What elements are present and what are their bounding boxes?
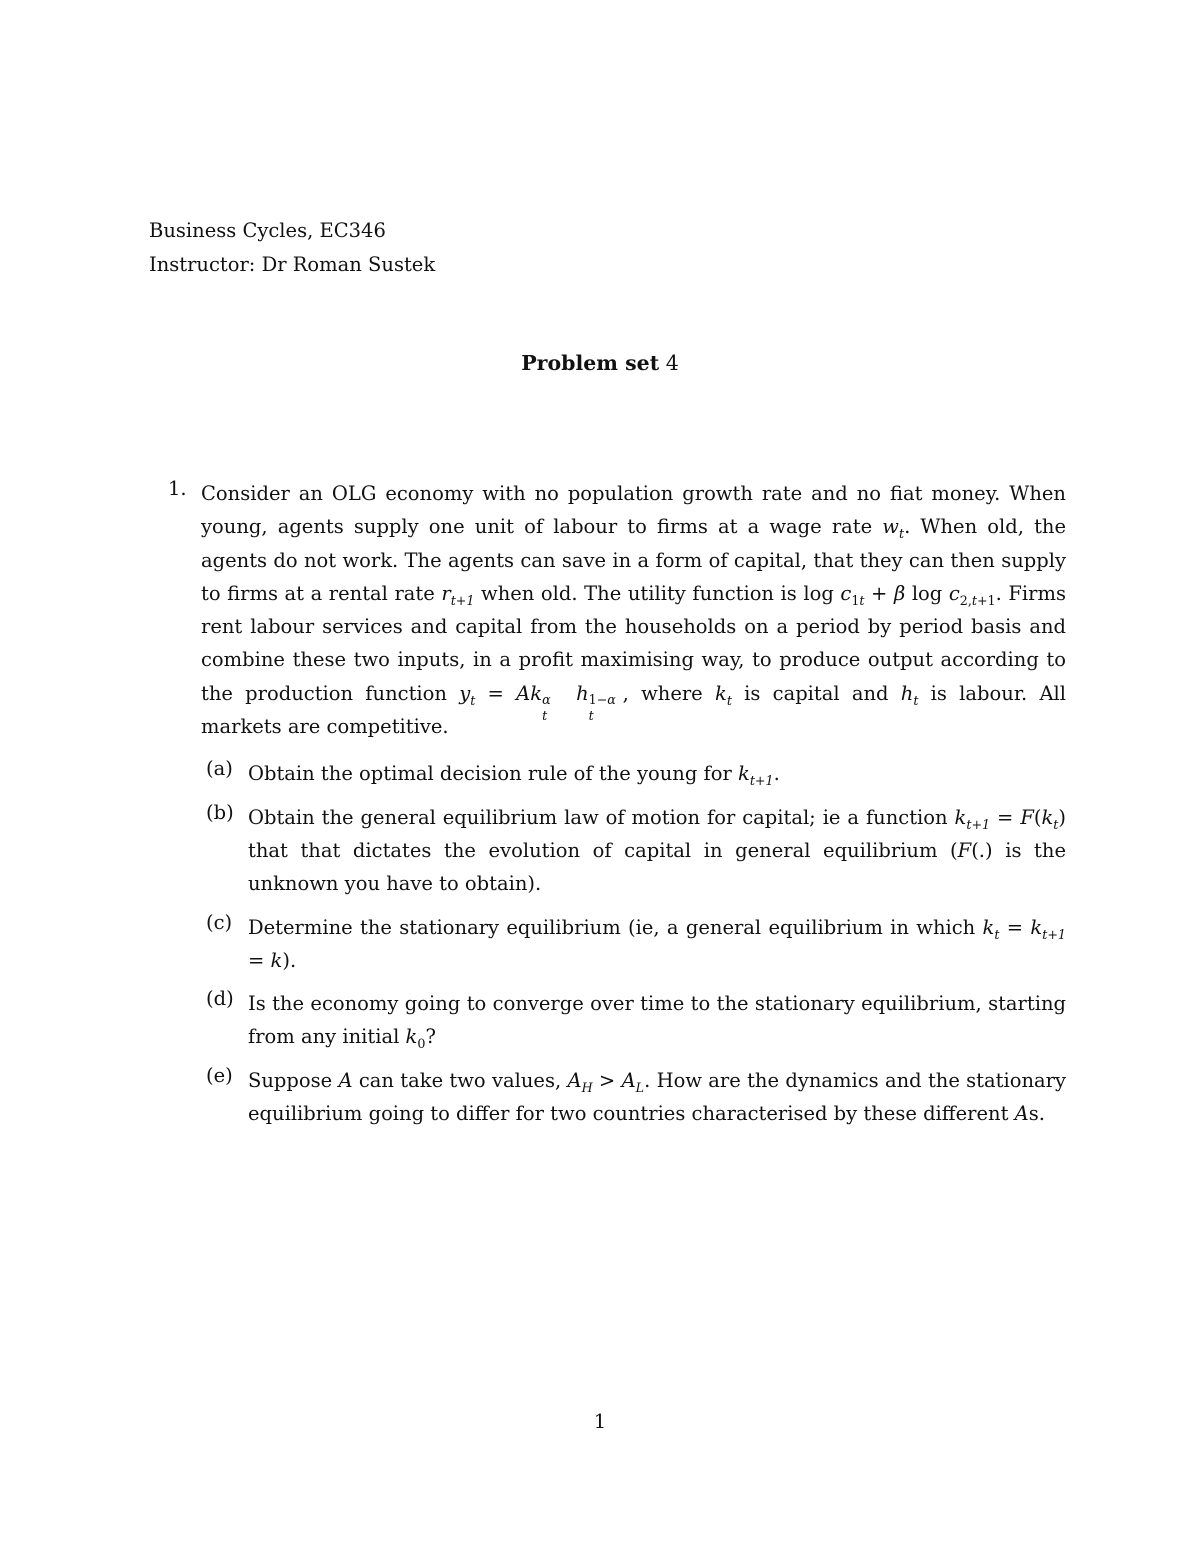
part-a: (a) Obtain the optimal decision rule of the young for $k_{t+1}$. <box>206 757 780 789</box>
problem-text: Consider an OLG economy with no population growth rate and no fiat money. When young, agents supply one unit of labour to firms at a wage rate $w_t$. When old, the agents do not work. The agents can save in a form of capital, that they can then supply to firms at a rental rate $r_{t+1}$ when old. The utility function is $\log c_{1t} + \beta$ $\log c_{2,t+1}$. Firms rent labour services and capital from the households on a period by period basis and combine these two inputs, in a profit maximising way, to produce output according to the production function $y_t = Ak$ α t h 1−α t , where $k_t$ is capital and $h_t$ is labour. All markets are competitive. <box>201 482 1067 739</box>
instructor-line: Instructor: Dr Roman Sustek <box>149 253 436 276</box>
title-number: 4 <box>665 351 679 375</box>
part-b: (b) Obtain the general equilibrium law of motion for capital; ie a function $k_{t+1} = F(k_t)$ that that dictates the evolution of capital in general equilibrium (F(.) is the unknown you have to obtain). <box>206 800 1066 896</box>
title-bold: Problem set <box>521 351 660 375</box>
part-label: (e) <box>206 1063 233 1087</box>
part-label: (b) <box>206 800 234 824</box>
part-c: (c) Determine the stationary equilibrium (ie, a general equilibrium in which $k_t = k_{t+1} = k$). <box>206 910 1066 972</box>
part-label: (c) <box>206 910 233 934</box>
part-e: (e) Suppose A can take two values, $A_H > A_L$. How are the dynamics and the stationary equilibrium going to differ for two countries characterised by these different As. <box>206 1063 1066 1126</box>
page-title <box>0 351 1200 375</box>
document-header <box>149 214 435 282</box>
part-label: (d) <box>206 987 234 1011</box>
part-label: (a) <box>206 757 233 781</box>
part-d: (d) Is the economy going to converge over time to the stationary equilibrium, starting from any initial $k_0$? <box>206 987 1066 1052</box>
problem-1 <box>168 477 1066 1140</box>
course-line: Business Cycles, EC346 <box>149 219 386 242</box>
problem-number: 1. <box>168 477 187 500</box>
page-number: 1 <box>593 1410 607 1433</box>
problem-parts <box>206 757 1066 1130</box>
